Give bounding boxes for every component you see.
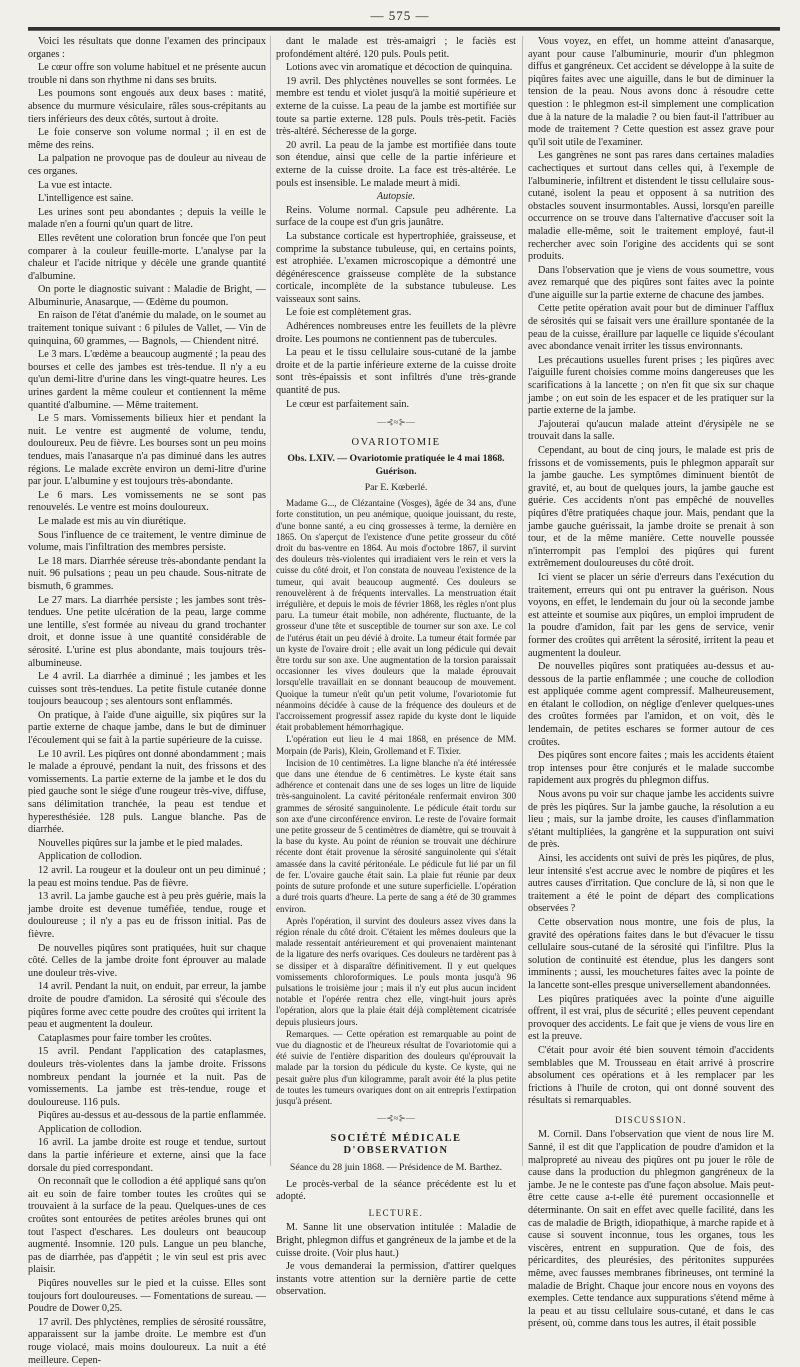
paragraph: On reconnaît que le collodion a été appliqué sans qu'on ait eu soin de faire tomber toutes les croûtes qui se trouvaient à la surface de la peau. Quelques-unes de ces croûtes sont entourées de petites aréoles brunes qui ont tout l'aspect d'eschares. Les douleurs ont beaucoup augmenté. Insomnie. 120 puls. Langue un peu blanche, pas de diarrhée, pas d'appétit ; le vin seul est pris avec plaisir. — [28, 1176, 266, 1276]
paragraph: L'intelligence est saine. — [38, 193, 134, 205]
paragraph: Le 4 avril. La diarrhée a diminué ; les jambes et les cuisses sont très-tendues. La petite fistule cutanée donne toujours beaucoup ; ses alentours sont enflammés. — [28, 671, 266, 708]
paragraph: 20 avril. La peau de la jambe est mortifiée dans toute son étendue, ainsi que celle de la partie inférieure et externe de la cuisse droite. La face est très-altérée. Le pouls est insensible. Le malade meurt à midi. — [276, 139, 516, 189]
society-paragraph: Le procès-verbal de la séance précédente est lu et adopté. — [276, 1178, 516, 1203]
paragraph: Cependant, au bout de cinq jours, le malade est pris de frissons et de vomissements, puis le phlegmon apparaît sur la jambe gauche. Les symptômes diminuent bientôt de gravité, et, au bout de quelques jours, la jambe gauche est guérie. Ces accidents n'ont pas empêché de nouvelles piqûres d'être pratiquées chaque jour. Mais, pendant que la jambe gauche guérissait, la jambe droite se prenait à son tour, et de la même manière. Cette nouvelle poussée n'interrompit pas l'emploi des piqûres qui furent extrêmement douloureuses du côté droit. — [528, 445, 774, 570]
column-divider-1 — [270, 36, 271, 1166]
paragraph: On pratique, à l'aide d'une aiguille, six piqûres sur la partie externe de chaque jambe, dans le but de diminuer l'écoulement qui se fait à la partie supérieure de la cuisse. — [28, 709, 266, 747]
section-separator-2: —⊰≈⊱— — [376, 1113, 416, 1124]
paragraph: Le 27 mars. La diarrhée persiste ; les jambes sont très-tendues. Une petite ulcération de la peau, large comme une lentille, s'est formée au niveau du grand trochanter droit, et donne issue à une quantité considérable de sérosité. L'urine est plus abondante, mais toujours très-albumineuse. — [28, 594, 266, 669]
paragraph: De nouvelles piqûres sont pratiquées, huit sur chaque côté. Celles de la jambe droite font éprouver au malade une douleur très-vive. — [28, 942, 266, 979]
section-separator: —⊰≈⊱— — [376, 417, 416, 428]
observation-title: Obs. LXIV. — Ovariotomie pratiquée le 4 mai 1868. Guérison. — [287, 453, 505, 477]
paragraph: Les précautions usuelles furent prises ; les piqûres avec l'aiguille furent choisies comme moins dangereuses que les scarifications à la lancette ; on n'en fit que six sur chaque jambe ; on eut soin de les espacer et de les pratiquer sur la partie externe de la jambe. — [528, 354, 774, 417]
paragraph: Le 6 mars. Les vomissements ne se sont pas renouvelés. Le ventre est moins douloureux. — [28, 489, 266, 514]
lecture-paragraph: M. Sanne lit une observation intitulée : Maladie de Bright, phlegmon diffus et gangréneux de la jambe et de la cuisse droite. (Voir plus haut.) — [276, 1222, 516, 1259]
paragraph: 14 avril. Pendant la nuit, on enduit, par erreur, la jambe droite de poudre d'amidon. La sérosité qui s'écoule des piqûres forme avec cette poudre des croûtes qui irritent la peau et augmentent la douleur. — [28, 981, 266, 1031]
paragraph: En raison de l'état d'anémie du malade, on le soumet au traitement tonique suivant : 6 pilules de Vallet, — Vin de quinquina, 60 grammes, — Bagnols, — Chiendent nitré. — [28, 310, 266, 347]
autopsy-section — [276, 205, 516, 412]
case-continuation — [276, 36, 516, 190]
header-rule — [28, 27, 780, 31]
paragraph: Le 10 avril. Les piqûres ont donné abondamment ; mais le malade a éprouvé, pendant la nuit, des frissons et des vomissements. La partie externe de la jambe et le dos du pied gauche sont le siége d'une rougeur très-vive, diffuse, sans délimitation tranchée, la peau est tendue et hyperesthésiée. 128 puls. Langue blanche. Pas de diarrhée. — [28, 748, 266, 836]
column-2 — [276, 36, 516, 1298]
section-title-ovariotomie: OVARIOTOMIE — [351, 436, 441, 448]
paragraph: Les gangrènes ne sont pas rares dans certaines maladies cachectiques et surtout dans celles qui, à l'exemple de l'albuminerie, infiltrent et distendent le tissu cellulaire sous-cutané, isolent la peau et opposent à sa nutrition des obstacles souvent insurmontables. Aussi, lorsqu'en pareille occurrence on se trouve dans l'alternative d'accuser soit la maladie elle-même, soit le traitement employé, faut-il rechercher avec soin l'origine des accidents qui se sont produits. — [528, 150, 774, 263]
paragraph: J'ajouterai qu'aucun malade atteint d'érysipèle ne se trouvait dans la salle. — [528, 418, 774, 443]
lecture-paragraph: Je vous demanderai la permission, d'attirer quelques instants votre attention sur la dernière partie de cette observation. — [276, 1261, 516, 1298]
paragraph: La vue est intacte. — [38, 179, 113, 191]
paragraph: Les poumons sont engoués aux deux bases : matité, absence du murmure vésiculaire, râles sous-crépitants au tiers inférieurs des deux côtés, surtout à droite. — [28, 88, 266, 125]
paragraph: Ainsi, les accidents ont suivi de près les piqûres, de plus, leur intensité s'est accrue avec le nombre de piqûres et les autres causes d'irritation. Que conclure de là, si non que le traitement a été le point de départ des complications observées ? — [528, 853, 774, 915]
paragraph: La palpation ne provoque pas de douleur au niveau de ces organes. — [28, 153, 266, 177]
paragraph: Le cœur offre son volume habituel et ne présente aucun trouble ni dans son rhythme ni dans ses bruits. — [28, 62, 266, 86]
observation-paragraph: Remarques. — Cette opération est remarquable au point de vue du diagnostic et de l'heureux résultat de l'ovariotomie qui a été suivie de l'entière disparition des douleurs qu'éprouvait la malade par la torsion du pédicule du kyste. Ce kyste, qui ne pesait guère plus d'un kilogramme, paraît avoir été la plus petite de toutes les tumeurs ovariques dont on ait entrepris l'extirpation jusqu'à présent. — [276, 1028, 516, 1106]
paragraph: Vous voyez, en effet, un homme atteint d'anasarque, ayant pour cause l'albuminurie, mourir d'un phlegmon diffus et gangréneux. Cet accident se développe à la suite de piqûres faites avec une aiguille, dans le but de diminuer la tension de la peau. Nous avons donc à résoudre cette question : le phlegmon est-il simplement une complication due à la nature de la maladie ? ou bien faut-il l'attribuer au mode de traitement ? Cette question est assez grave pour qu'il soit utile de l'examiner. — [528, 36, 774, 148]
paragraph: Piqûres au-dessus et au-dessous de la partie enflammée. — [38, 1110, 267, 1122]
paragraph: Voici les résultats que donne l'examen des principaux organes : — [28, 36, 266, 60]
autopsy-paragraph: Le foie est complètement gras. — [286, 307, 412, 319]
society-title: SOCIÉTÉ MÉDICALE D'OBSERVATION — [330, 1132, 462, 1157]
paragraph: De nouvelles piqûres sont pratiquées au-dessus et au-dessous de la partie enflammée ; une couche de collodion est appliquée comme agent compressif. Malheureusement, en étalant le collodion, on néglige d'enlever quelques-unes des croûtes formées par l'amidon, et on voit, dès le lendemain, de petites eschares se former autour de ces croûtes. — [528, 661, 774, 748]
paragraph: Les urines sont peu abondantes ; depuis la veille le malade n'en a fourni qu'un quart de litre. — [28, 206, 266, 231]
autopsy-paragraph: Reins. Volume normal. Capsule peu adhérente. La surface de la coupe est d'un gris jaunâtre. — [276, 204, 516, 229]
paragraph: Cataplasmes pour faire tomber les croûtes. — [38, 1032, 212, 1044]
paragraph: Les piqûres pratiquées avec la pointe d'une aiguille offrent, il est vrai, plus de sécurité ; elles peuvent cependant provoquer des accidents. Le fait que je viens de vous lire en est la preuve. — [528, 993, 774, 1043]
paragraph: On porte le diagnostic suivant : Maladie de Bright, — Albuminurie, Anasarque, — Œdème du poumon. — [28, 284, 266, 308]
paragraph: Nouvelles piqûres sur la jambe et le pied malades. — [38, 837, 243, 849]
autopsy-heading: Autopsie. — [376, 191, 416, 203]
paragraph: 13 avril. La jambe gauche est à peu près guérie, mais la jambe droite est devenue tuméfiée, tendue, rouge et douloureuse ; il n'y a pas eu de frisson initial. Pas de fièvre. — [28, 891, 266, 940]
observation-paragraph: Madame G..., de Clézantaine (Vosges), âgée de 34 ans, d'une forte constitution, un peu anémique, quoique jouissant, du reste, d'une bonne santé, a eu cinq grossesses à terme, la dernière en 1865. On s'aperçut de l'existence d'une petite grosseur du côté droit du bas-ventre en 1864. Au mois d'octobre 1867, il survint des douleurs très-violentes qui irradiaient vers le rein et vers la cuisse du côté droit, et l'on constata de nouveau l'existence de la tumeur, qui avait beaucoup augmenté. Ces douleurs se renouvelèrent à de fréquents intervalles. La menstruation était irrégulière, et depuis le mois de février 1868, les règles n'ont plus paru. La tumeur était mobile, non adhérente, fluctuante, de la grosseur d'une tête et susceptible de tourner sur son axe. Le col de l'utérus était un peu dévié à droite. La tumeur était formée par un kyste de l'ovaire droit ; elle avait un long pédicule qui devait être tordu sur son axe. Une augmentation de la torsion paraissait occasionner les vives douleurs que la malade éprouvait lorsqu'elle travaillait en se donnant beaucoup de mouvement. Quoique la tumeur n'eût qu'un petit volume, l'ovariotomie fut néanmoins décidée à cause de la fréquence des douleurs et de l'accroissement progressif assez rapide du kyste dont le liquide était probablement hémorrhagique. — [276, 498, 516, 733]
paragraph: Application de collodion. — [38, 851, 142, 863]
discussion-heading: DISCUSSION. — [615, 1114, 687, 1125]
observation-paragraph: Après l'opération, il survint des douleurs assez vives dans la région rénale du côté droit. C'étaient les mêmes douleurs que la malade ressentait antérieurement et qui provenaient maintenant de la ligature des nerfs ovariques. Ces douleurs ne tardèrent pas à se dissiper et à disparaître définitivement. Il y eut quelques vomissements chloroformiques. Le pouls monta jusqu'à 96 pulsations le troisième jour ; mais il n'y eut plus aucun incident notable et l'opérée rentra chez elle, vingt-huit jours après l'opération, alors que la plaie était déjà complètement cicatrisée depuis plusieurs jours. — [276, 915, 516, 1027]
paragraph: Elles revêtent une coloration brun foncée que l'on peut comparer à la couleur feuille-morte. L'analyse par la chaleur et l'acide nitrique y décèle une grande quantité d'albumine. — [28, 232, 266, 282]
discussion-paragraph: M. Cornil. Dans l'observation que vient de nous lire M. Sanné, il est dit que l'application de poudre d'amidon et la malpropreté au niveau des piqûres ont pu jouer le rôle de cause dans la production du phlegmon gangréneux de la jambe. Je ne le conteste pas d'une façon absolue. Mais peut-être cette cause a-t-elle été purement occasionnelle et déterminante. On sait en effet avec quelle facilité, dans les cas de maladie de Brigth, idiopathique, à marche rapide et à cause si souvent inconnue, tous les organes, tous les viscères, entrent en suppuration. Que de fois, des péricardites, des pleurésies, des péritonites suppurées même, avec fausses membranes fibrineuses, ont terminé la maladie de Bright. Chaque jour encore nous en voyons des exemples. Cette tendance aux suppurations s'étend même à la peau et au tissu cellulaire sous-cutané, et dans le cas présent, où, comme dans tous les autres, il était possible — [528, 1129, 774, 1330]
paragraph: Le 3 mars. L'œdème a beaucoup augmenté ; la peau des bourses et celle des jambes est très-tendue. Il n'y a eu qu'un demi-litre d'urine dans les vingt-quatre heures. Les urines gardent la même couleur et contiennent la même quantité d'albumine. — Même traitement. — [28, 349, 266, 411]
observation-paragraph: Incision de 10 centimètres. La ligne blanche n'a été intéressée que dans une étendue de 6 centimètres. Le kyste était sans adhérence et contenait dans une de ses loges un litre de liquide très-sanguinolent. La cavité péritonéale renfermait environ 300 grammes de sérosité sanguinolente. Le pédicule était tordu sur son axe d'une circonférence environ. Le reste de l'ovaire formait une petite grosseur de 5 centimètres de diamètre, qui se trouvait à la base du kyste. Au point de réunion se trouvait une déchirure récente dont était provenue la sérosité sanguinolente qui s'était amassée dans la cavité péritonéale. Le pédicule fut lié par un fil de fer. L'ovaire gauche était sain. La plaie fut réunie par deux points de suture profonde et une suture superficielle. L'opération a duré trois quarts d'heure. La perte de sang a été de 30 grammes environ. — [276, 757, 516, 914]
column-1 — [28, 36, 267, 1366]
discussion-body — [528, 1129, 774, 1331]
observation-paragraph: L'opération eut lieu le 4 mai 1868, en présence de MM. Morpain (de Paris), Klein, Grollemand et F. Tixier. — [276, 734, 516, 756]
column-divider-2 — [522, 36, 523, 1166]
paragraph: Le 18 mars. Diarrhée séreuse très-abondante pendant la nuit. 96 pulsations ; peau un peu chaude. Sous-nitrate de bismuth, 6 grammes. — [28, 555, 266, 592]
society-minutes — [276, 1179, 516, 1204]
paragraph: Nous avons pu voir sur chaque jambe les accidents suivre de près les piqûres. Sur la jambe gauche, la résolution a eu lieu ; mais, sur la jambe droite, les causes d'inflammation s'étant multipliées, la gangrène et la suppuration ont suivi de près. — [528, 789, 774, 851]
paragraph: Le malade est mis au vin diurétique. — [38, 515, 186, 527]
paragraph: 15 avril. Pendant l'application des cataplasmes, douleurs très-violentes dans la jambe droite. Frissons nombreux pendant la journée et la nuit. Pas de vomissements. La jambe est très-tendue, rouge et douloureuse. 116 puls. — [28, 1046, 266, 1108]
paragraph: dant le malade est très-amaigri ; le faciès est profondément altéré. 120 puls. Pouls petit. — [276, 36, 516, 60]
autopsy-paragraph: Adhérences nombreuses entre les feuillets de la plèvre droite. Les poumons ne contiennent pas de tubercules. — [276, 321, 516, 345]
autopsy-paragraph: La substance corticale est hypertrophiée, graisseuse, et comprime la substance tubuleuse, qui, en certains points, est atrophiée. L'examen microscopique a démontré une dégénérescence graisseuse complète de la substance corticale, incomplète de la substance tubuleuse. Les vaisseaux sont sains. — [276, 230, 516, 305]
paragraph: Des piqûres sont encore faites ; mais les accidents étaient trop intenses pour être conjurés et le malade succombe rapidement aux progrès du phlegmon diffus. — [528, 750, 774, 787]
lecture-heading: LECTURE. — [368, 1207, 424, 1218]
paragraph: Sous l'influence de ce traitement, le ventre diminue de volume, mais l'infiltration des membres persiste. — [28, 529, 266, 554]
paragraph: Cette petite opération avait pour but de diminuer l'afflux de sérosités qui se faisait vers une éraillure spontanée de la peau de la cuisse, éraillure par laquelle ce liquide s'écoulant avec abondance venait irriter les tissus environnants. — [528, 303, 774, 353]
autopsy-paragraph: La peau et le tissu cellulaire sous-cutané de la jambe droite et de la partie inférieure externe de la cuisse droite sont très-épaissis et sont infiltrés d'une très-grande quantité de pus. — [276, 347, 516, 397]
page-number: — 575 — — [370, 8, 430, 23]
paragraph: Le foie conserve son volume normal ; il en est de même des reins. — [28, 127, 266, 151]
observation-body — [276, 498, 516, 1107]
paragraph: 12 avril. La rougeur et la douleur ont un peu diminué ; la peau est moins tendue. Pas de fièvre. — [28, 865, 266, 889]
autopsy-paragraph: Le cœur est parfaitement sain. — [286, 398, 410, 410]
lecture-body — [276, 1222, 516, 1299]
society-session: Séance du 28 juin 1868. — Présidence de M. Barthez. — [289, 1161, 503, 1173]
lecture-continuation — [528, 36, 774, 1108]
paragraph: 16 avril. La jambe droite est rouge et tendue, surtout dans la partie inférieure et externe, ainsi que la face dorsale du pied correspondant. — [28, 1137, 266, 1174]
paragraph: Application de collodion. — [38, 1123, 142, 1135]
paragraph: Piqûres nouvelles sur le pied et la cuisse. Elles sont toujours fort douloureuses. — Fomentations de sureau. — Poudre de Dower 0,25. — [28, 1278, 266, 1315]
paragraph: Le 5 mars. Vomissements bilieux hier et pendant la nuit. Le ventre est augmenté de volume, tendu, douloureux. Peu de fièvre. Les bourses sont un peu moins tendues, mais l'anasarque n'a pas diminué dans les autres régions. Le malade excrète environ un demi-litre d'urine par jour. L'albumine y est toujours très-abondante. — [28, 413, 266, 488]
paragraph: Ici vient se placer un série d'erreurs dans l'exécution du traitement, erreurs qui ont pu entraver la guérison. Nous voyons, en effet, le lendemain du jour où la seconde jambe est atteinte et soumise aux piqûres, un emploi imprudent de la poudre d'amidon, fait par les gens de service, venir former des croûtes qui arrêtent la sérosité, irritent la peau et augmentent la douleur. — [528, 571, 774, 659]
paragraph: Dans l'observation que je viens de vous soumettre, vous avez remarqué que des piqûres sont faites avec la pointe d'une aiguille sur la partie externe de chacune des jambes. — [528, 264, 774, 301]
paragraph: 17 avril. Des phlyctènes, remplies de sérosité roussâtre, apparaissent sur la jambe droite. Le membre est d'un rouge violacé, mais moins douloureux. La nuit a été meilleure. Cepen- — [28, 1316, 266, 1366]
paragraph: Lotions avec vin aromatique et décoction de quinquina. — [286, 62, 513, 74]
column-3 — [528, 36, 774, 1330]
paragraph: 19 avril. Des phlyctènes nouvelles se sont formées. Le membre est tendu et violet jusqu'à la moitié supérieure et externe de la cuisse. La peau de la jambe est mortifiée sur toute sa partie externe. 128 puls. Pouls très-petit. Faciès très-altéré. Sécheresse de la gorge. — [276, 75, 516, 138]
observation-author: Par E. Kœberlé. — [364, 481, 428, 493]
paragraph: C'était pour avoir été bien souvent témoin d'accidents semblables que M. Trousseau en était arrivé à proscrire absolument ces opérations et à les remplacer par les frictions à l'huile de croton, qui ont donné souvent des résultats si remarquables. — [528, 1044, 774, 1107]
paragraph: Cette observation nous montre, une fois de plus, la gravité des opérations faites dans le but d'évacuer le tissu cellulaire sous-cutané de la sérosité qui l'infiltre. Plus la solution de continuité est étendue, plus les dangers sont imminents ; aussi, les mouchetures faites avec la pointe de la lancette sont-elles presque universellement abandonnées. — [528, 916, 774, 991]
